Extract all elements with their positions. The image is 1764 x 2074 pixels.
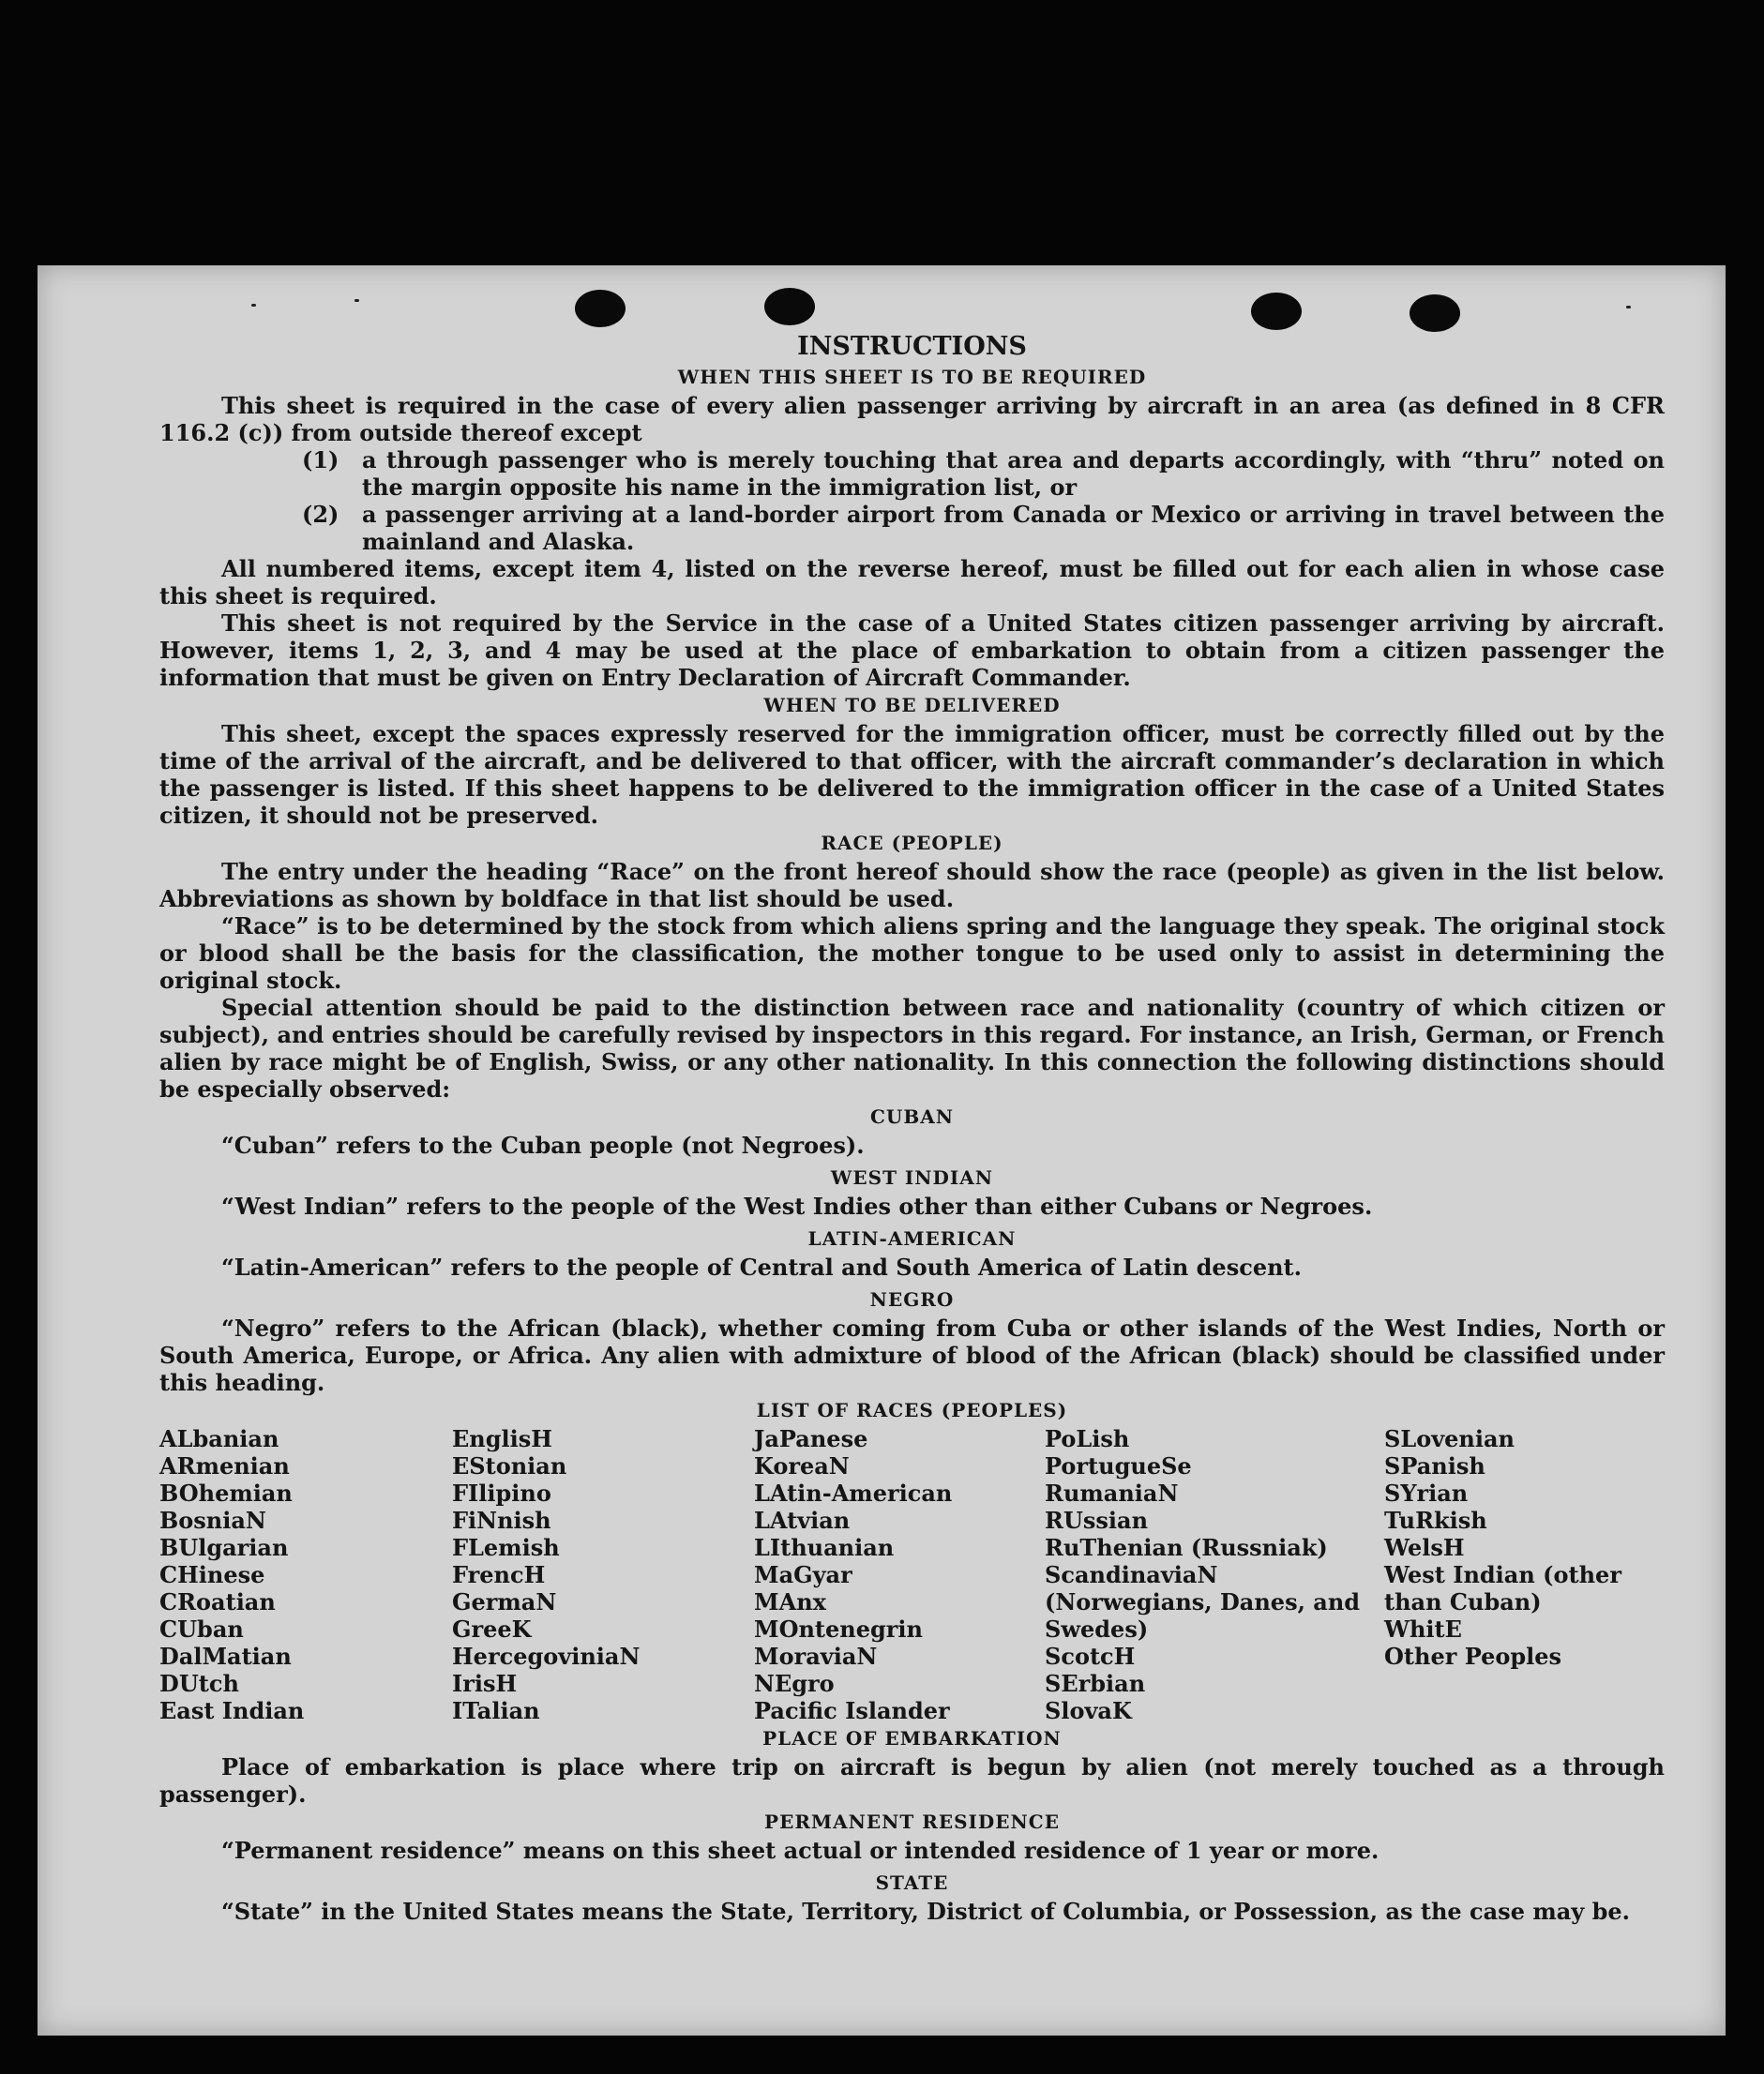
race-entry: SErbian xyxy=(1045,1670,1146,1697)
page-title: INSTRUCTIONS xyxy=(797,332,1027,361)
punch-hole xyxy=(1251,293,1302,330)
definition: “Permanent residence” means on this sheet actual or intended residence of 1 year or more. xyxy=(221,1837,1380,1864)
section-heading: CUBAN xyxy=(869,1105,955,1128)
punch-hole xyxy=(1410,294,1460,332)
race-column xyxy=(754,1425,1045,1724)
speck xyxy=(251,304,256,307)
race-entry: BOhemian xyxy=(159,1480,293,1507)
race-entry: East Indian xyxy=(159,1697,305,1724)
race-column xyxy=(159,1425,452,1724)
race-entry: PortugueSe xyxy=(1045,1452,1192,1480)
section-heading: LATIN-AMERICAN xyxy=(807,1227,1017,1250)
race-entry: ALbanian xyxy=(159,1425,279,1452)
paragraph: “State” in the United States means the State, Territory, District of Columbia, or Possession, as the case may be. xyxy=(221,1898,1630,1925)
paragraph: “Race” is to be determined by the stock from which aliens spring and the language they speak. The original stock or blood shall be the basis for the classification, the mother tongue to be used only to assist in determining the original stock. xyxy=(159,912,1665,994)
race-entry: FrencH xyxy=(452,1561,546,1588)
punch-hole xyxy=(575,290,626,327)
section-heading: PLACE OF EMBARKATION xyxy=(762,1727,1062,1750)
race-entry: HercegoviniaN xyxy=(452,1643,641,1670)
race-entry: LAtvian xyxy=(754,1507,851,1534)
race-entry: FLemish xyxy=(452,1534,560,1561)
race-entry: MOntenegrin xyxy=(754,1616,923,1643)
race-column xyxy=(1384,1425,1647,1724)
race-entry: RUssian xyxy=(1045,1507,1149,1534)
section-heading: WEST INDIAN xyxy=(830,1166,994,1189)
race-entry: FIlipino xyxy=(452,1480,551,1507)
race-entry: ITalian xyxy=(452,1697,540,1724)
paragraph: Place of embarkation is place where trip on aircraft is begun by alien (not merely touched as a through passenger). xyxy=(159,1753,1665,1808)
punch-hole xyxy=(764,288,815,325)
race-entry: GreeK xyxy=(452,1616,532,1643)
race-entry: EStonian xyxy=(452,1452,567,1480)
race-entry: MAnx xyxy=(754,1588,826,1616)
race-entry: PoLish xyxy=(1045,1425,1130,1452)
paragraph: This sheet is not required by the Service in the case of a United States citizen passenger arriving by aircraft. However, items 1, 2, 3, and 4 may be used at the place of embarkation to obtain from a citizen passenger the information that must be given on Entry Declaration of Aircraft Commander. xyxy=(159,609,1665,691)
race-entry: SlovaK xyxy=(1045,1697,1132,1724)
race-entry: MaGyar xyxy=(754,1561,852,1588)
race-entry: SYrian xyxy=(1384,1480,1469,1507)
section-heading: PERMANENT RESIDENCE xyxy=(764,1811,1060,1833)
race-entry: NEgro xyxy=(754,1670,835,1697)
paragraph: This sheet, except the spaces expressly reserved for the immigration officer, must be correctly filled out by the time of the arrival of the aircraft, and be delivered to that officer, with the aircraft commander’s declaration in which the passenger is listed. If this sheet happens to be delivered to the immigration officer in the case of a United States citizen, it should not be preserved. xyxy=(159,720,1665,829)
race-entry: BUlgarian xyxy=(159,1534,289,1561)
section-heading: WHEN TO BE DELIVERED xyxy=(763,694,1061,716)
race-entry: FiNnish xyxy=(452,1507,551,1534)
race-entry: GermaN xyxy=(452,1588,557,1616)
item-number: (2) xyxy=(302,501,339,528)
instructions-content xyxy=(159,331,1665,1925)
race-entry: ScandinaviaN (Norwegians, Danes, and Swedes) xyxy=(1045,1561,1361,1643)
section-heading: STATE xyxy=(875,1871,949,1894)
race-entry: LAtin-American xyxy=(754,1480,953,1507)
race-entry: TuRkish xyxy=(1384,1507,1487,1534)
race-entry: CHinese xyxy=(159,1561,265,1588)
race-column xyxy=(1045,1425,1384,1724)
item-text: a passenger arriving at a land-border airport from Canada or Mexico or arriving in travel between the mainland and Alaska. xyxy=(362,501,1665,555)
paragraph: This sheet is required in the case of every alien passenger arriving by aircraft in an area (as defined in 8 CFR 116.2 (c)) from outside thereof except xyxy=(159,392,1665,446)
race-entry: SPanish xyxy=(1384,1452,1485,1480)
paragraph: All numbered items, except item 4, listed on the reverse hereof, must be filled out for each alien in whose case this sheet is required. xyxy=(159,555,1665,609)
definition: “West Indian” refers to the people of the West Indies other than either Cubans or Negroes. xyxy=(221,1193,1373,1220)
race-entry: RumaniaN xyxy=(1045,1480,1179,1507)
speck xyxy=(1626,306,1631,308)
race-entry: WelsH xyxy=(1384,1534,1465,1561)
paragraph: “Negro” refers to the African (black), whether coming from Cuba or other islands of the West Indies, North or South America, Europe, or Africa. Any alien with admixture of blood of the African (black) should be classified under this heading. xyxy=(159,1315,1665,1396)
race-entry: MoraviaN xyxy=(754,1643,878,1670)
definition: “Cuban” refers to the Cuban people (not Negroes). xyxy=(221,1132,865,1159)
race-entry: ScotcH xyxy=(1045,1643,1136,1670)
race-entry: West Indian (other than Cuban) xyxy=(1384,1561,1621,1616)
paragraph: Special attention should be paid to the distinction between race and nationality (country of which citizen or subject), and entries should be carefully revised by inspectors in this regard. For instance, an Irish, German, or French alien by race might be of English, Swiss, or any other nationality. In this connection the following distinctions should be especially observed: xyxy=(159,994,1665,1103)
race-list xyxy=(159,1425,1665,1724)
list-item xyxy=(159,446,1665,501)
document-sheet xyxy=(38,265,1726,2036)
race-entry: ARmenian xyxy=(159,1452,290,1480)
race-entry: EnglisH xyxy=(452,1425,552,1452)
speck xyxy=(354,299,359,302)
paragraph: The entry under the heading “Race” on the front hereof should show the race (people) as given in the list below. Abbreviations as shown by boldface in that list should be used. xyxy=(159,858,1665,912)
race-column xyxy=(452,1425,754,1724)
section-heading: WHEN THIS SHEET IS TO BE REQUIRED xyxy=(677,366,1147,388)
race-entry: BosniaN xyxy=(159,1507,266,1534)
race-entry: JaPanese xyxy=(754,1425,868,1452)
item-text: a through passenger who is merely touching that area and departs accordingly, with “thru” noted on the margin opposite his name in the immigration list, or xyxy=(362,446,1665,501)
race-entry: LIthuanian xyxy=(754,1534,895,1561)
race-entry: Other Peoples xyxy=(1384,1643,1562,1670)
race-entry: CUban xyxy=(159,1616,244,1643)
race-entry: DalMatian xyxy=(159,1643,292,1670)
race-entry: Pacific Islander xyxy=(754,1697,950,1724)
definition: “Latin-American” refers to the people of Central and South America of Latin descent. xyxy=(221,1254,1302,1281)
race-entry: DUtch xyxy=(159,1670,239,1697)
item-number: (1) xyxy=(302,446,339,473)
race-entry: CRoatian xyxy=(159,1588,276,1616)
race-entry: KoreaN xyxy=(754,1452,850,1480)
race-entry: IrisH xyxy=(452,1670,518,1697)
race-entry: WhitE xyxy=(1384,1616,1462,1643)
section-heading: NEGRO xyxy=(869,1288,955,1311)
list-item xyxy=(159,501,1665,555)
race-entry: SLovenian xyxy=(1384,1425,1515,1452)
section-heading: RACE (PEOPLE) xyxy=(821,832,1003,854)
section-heading: LIST OF RACES (PEOPLES) xyxy=(756,1399,1068,1421)
race-entry: RuThenian (Russniak) xyxy=(1045,1534,1328,1561)
